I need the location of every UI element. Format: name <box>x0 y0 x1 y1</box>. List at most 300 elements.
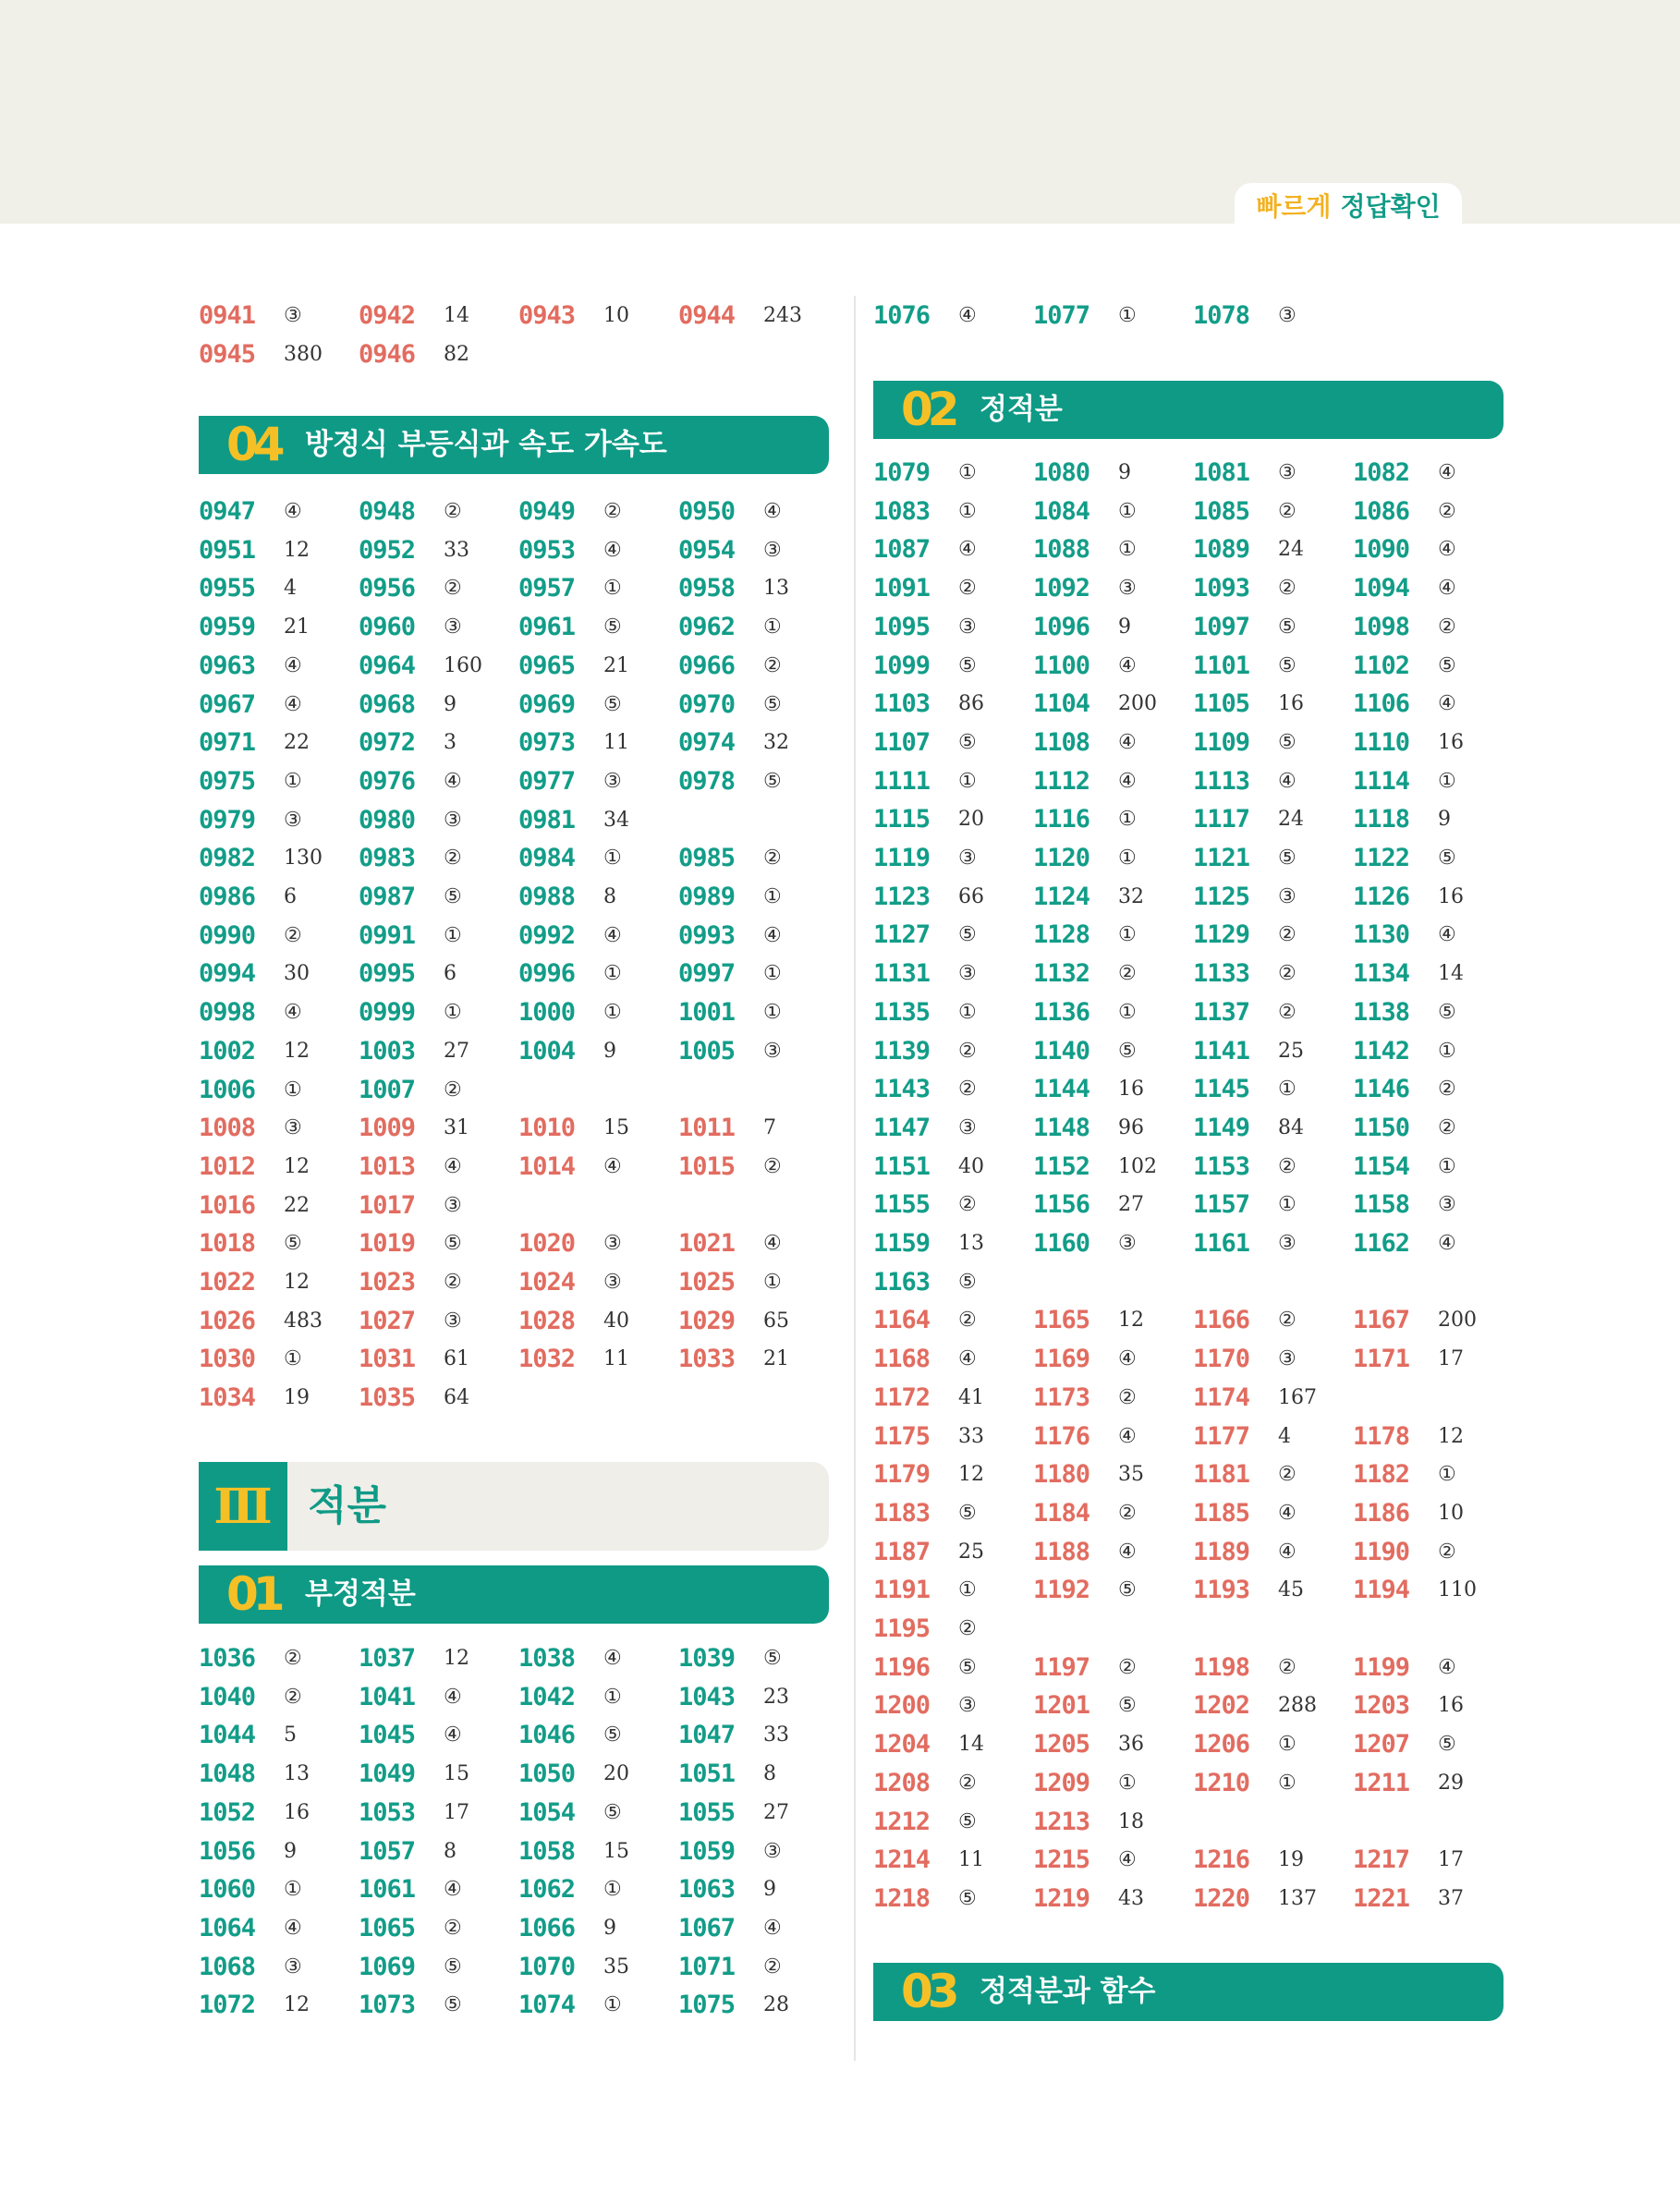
answer-cell <box>199 1379 358 1418</box>
problem-number: 1163 <box>873 1267 931 1297</box>
answer-value: ① <box>1118 1771 1137 1795</box>
answer-value: ⑤ <box>763 1647 782 1670</box>
problem-number: 1034 <box>199 1383 256 1413</box>
problem-number: 1202 <box>1193 1691 1250 1721</box>
answer-cell <box>1353 569 1512 608</box>
problem-number: 1150 <box>1353 1113 1410 1142</box>
answer-value: ② <box>1438 1078 1456 1102</box>
problem-number: 0986 <box>199 883 256 911</box>
answer-cell <box>1033 916 1192 955</box>
problem-number: 1046 <box>518 1721 576 1750</box>
answer-row <box>199 493 846 531</box>
answer-value: ③ <box>1278 304 1297 327</box>
answer-cell <box>359 1833 517 1871</box>
problem-number: 1020 <box>518 1229 576 1259</box>
answer-cell <box>518 1148 677 1187</box>
answer-cell <box>1193 1224 1352 1263</box>
answer-cell <box>359 531 517 570</box>
answer-value: ④ <box>284 500 302 523</box>
problem-number: 1107 <box>873 727 931 757</box>
problem-number: 1161 <box>1193 1229 1250 1258</box>
answer-cell <box>1193 685 1352 724</box>
problem-number: 1036 <box>199 1644 256 1673</box>
problem-number: 1064 <box>199 1913 256 1942</box>
answer-row <box>873 685 1520 724</box>
answer-value: 8 <box>444 1839 457 1863</box>
problem-number: 1164 <box>873 1306 931 1335</box>
answer-value: ③ <box>958 1115 977 1139</box>
answer-value: 17 <box>1438 1848 1464 1872</box>
answer-cell <box>1353 1841 1512 1880</box>
answer-value: ⑤ <box>284 1232 302 1256</box>
answer-value: ④ <box>1278 769 1297 793</box>
answer-row <box>199 1678 846 1717</box>
answer-value: ⑤ <box>444 1232 462 1256</box>
answer-cell <box>199 1263 358 1302</box>
answer-value: ⑤ <box>1278 615 1297 639</box>
answer-value: 15 <box>603 1839 629 1863</box>
problem-number: 1138 <box>1353 997 1410 1027</box>
answer-cell <box>1193 1070 1352 1109</box>
problem-number: 0957 <box>518 574 576 603</box>
answer-row <box>873 1263 1520 1302</box>
answer-value: 167 <box>1278 1385 1317 1409</box>
answer-value: 14 <box>444 304 469 327</box>
answer-row <box>873 916 1520 955</box>
answer-cell <box>1033 1109 1192 1148</box>
answer-cell <box>873 1494 1032 1533</box>
answer-value: ② <box>1278 1000 1297 1024</box>
answer-value: ③ <box>1278 1232 1297 1255</box>
answer-cell <box>873 1070 1032 1109</box>
answer-value: ② <box>603 500 622 523</box>
answer-value: 130 <box>284 846 323 871</box>
answer-row <box>199 1986 846 2025</box>
problem-number: 1089 <box>1193 535 1250 565</box>
answer-cell <box>1193 1455 1352 1494</box>
problem-number: 1048 <box>199 1760 256 1789</box>
answer-row <box>873 1301 1520 1340</box>
problem-number: 1207 <box>1353 1730 1410 1760</box>
answer-cell <box>1193 1186 1352 1224</box>
answer-value: ③ <box>958 1694 977 1718</box>
answer-row <box>873 647 1520 686</box>
answer-cell <box>873 1686 1032 1725</box>
problem-number: 1157 <box>1193 1190 1250 1220</box>
answer-cell <box>359 1794 517 1833</box>
answer-value: ③ <box>1278 884 1297 908</box>
answer-cell <box>873 1803 1032 1842</box>
answer-value: 31 <box>444 1116 469 1140</box>
answer-cell <box>1193 493 1352 531</box>
answer-value: 25 <box>958 1540 984 1564</box>
answer-cell <box>1353 1224 1512 1263</box>
answer-value: ① <box>958 1578 977 1602</box>
answer-cell <box>873 685 1032 724</box>
problem-number: 1104 <box>1033 689 1090 719</box>
problem-number: 1181 <box>1193 1460 1250 1490</box>
answer-cell <box>359 993 517 1032</box>
answer-value: ④ <box>603 1154 622 1178</box>
answer-cell <box>1033 800 1192 839</box>
answer-cell <box>873 1455 1032 1494</box>
answer-value: 17 <box>1438 1347 1464 1371</box>
section-header-02 <box>873 381 1503 439</box>
answer-row <box>199 569 846 608</box>
problem-number: 1197 <box>1033 1652 1090 1682</box>
problem-number: 0978 <box>678 766 736 796</box>
answer-value: ③ <box>284 808 302 832</box>
answer-row <box>199 1263 846 1302</box>
answer-row <box>873 1455 1520 1494</box>
problem-number: 1183 <box>873 1498 931 1528</box>
answer-value: 3 <box>444 731 457 755</box>
answer-cell <box>678 917 837 956</box>
answer-value: ④ <box>763 923 782 947</box>
problem-number: 1128 <box>1033 920 1090 950</box>
answer-row <box>199 993 846 1032</box>
answer-cell <box>199 1986 358 2025</box>
answer-value: 30 <box>284 962 310 986</box>
problem-number: 1216 <box>1193 1845 1250 1875</box>
answer-cell <box>199 801 358 840</box>
answer-value: ④ <box>284 1001 302 1025</box>
answer-row <box>873 1379 1520 1418</box>
answer-cell <box>1353 878 1512 917</box>
answer-cell <box>873 297 1032 335</box>
problem-number: 1063 <box>678 1875 736 1905</box>
answer-row <box>199 801 846 840</box>
answer-value: ② <box>444 1078 462 1102</box>
problem-number: 1053 <box>359 1797 416 1827</box>
problem-number: 1071 <box>678 1952 736 1981</box>
answer-value: ④ <box>1438 923 1456 947</box>
answer-row <box>873 1571 1520 1610</box>
problem-number: 1173 <box>1033 1382 1090 1412</box>
problem-number: 1061 <box>359 1875 416 1905</box>
answer-cell <box>518 1032 677 1071</box>
answer-value: 14 <box>958 1733 984 1757</box>
answer-cell <box>199 1187 358 1225</box>
problem-number: 1112 <box>1033 766 1090 796</box>
answer-value: ② <box>444 577 462 601</box>
problem-number: 1119 <box>873 844 931 872</box>
answer-row <box>873 1610 1520 1649</box>
answer-row <box>199 1755 846 1794</box>
answer-value: ② <box>1118 962 1137 986</box>
answer-value: 40 <box>603 1309 629 1333</box>
answer-cell <box>873 647 1032 686</box>
answer-cell <box>1193 1649 1352 1687</box>
problem-number: 1067 <box>678 1913 736 1942</box>
problem-number: 1006 <box>199 1075 256 1104</box>
problem-number: 0956 <box>359 574 416 603</box>
problem-number: 1084 <box>1033 496 1090 526</box>
problem-number: 1120 <box>1033 844 1090 872</box>
answer-cell <box>359 1909 517 1948</box>
problem-number: 1097 <box>1193 612 1250 641</box>
answer-cell <box>359 955 517 993</box>
problem-number: 1018 <box>199 1229 256 1259</box>
problem-number: 0942 <box>359 301 416 330</box>
problem-number: 0953 <box>518 535 576 565</box>
answer-value: 11 <box>603 1347 629 1371</box>
answer-row <box>873 724 1520 762</box>
problem-number: 1117 <box>1193 805 1250 834</box>
problem-number: 1115 <box>873 805 931 834</box>
problem-number: 0974 <box>678 728 736 758</box>
answer-row <box>199 955 846 993</box>
answer-cell <box>359 686 517 725</box>
problem-number: 1140 <box>1033 1036 1090 1065</box>
answer-value: ② <box>763 846 782 871</box>
problem-number: 1148 <box>1033 1113 1090 1142</box>
answer-value: 14 <box>1438 962 1464 986</box>
answer-value: 6 <box>284 885 297 908</box>
answer-cell <box>1353 993 1512 1032</box>
problem-number: 1088 <box>1033 535 1090 565</box>
problem-number: 1156 <box>1033 1190 1090 1220</box>
answer-value: 12 <box>284 1154 310 1178</box>
answer-value: 19 <box>284 1386 310 1410</box>
answer-row <box>873 1841 1520 1880</box>
answer-cell <box>518 1909 677 1948</box>
answer-value: 12 <box>958 1463 984 1487</box>
answer-value: ① <box>603 1993 622 2017</box>
answer-cell <box>1033 1686 1192 1725</box>
answer-cell <box>1353 1455 1512 1494</box>
problem-number: 1170 <box>1193 1345 1250 1374</box>
problem-number: 1055 <box>678 1797 736 1827</box>
answer-value: ⑤ <box>958 1809 977 1833</box>
answer-cell <box>359 1379 517 1418</box>
answer-row <box>199 1032 846 1071</box>
answer-cell <box>1033 1301 1192 1340</box>
answer-cell <box>873 1109 1032 1148</box>
answer-value: ① <box>603 1878 622 1902</box>
answer-value: ④ <box>444 1685 462 1709</box>
problem-number: 0987 <box>359 883 416 911</box>
problem-number: 1023 <box>359 1268 416 1297</box>
problem-number: 1205 <box>1033 1730 1090 1760</box>
answer-value: 82 <box>444 342 469 366</box>
answer-row <box>873 297 1520 335</box>
answer-value: ③ <box>763 1839 782 1863</box>
answer-value: ① <box>763 1001 782 1025</box>
answer-cell <box>1353 1494 1512 1533</box>
answer-row <box>199 1639 846 1678</box>
header-tab <box>1235 183 1462 227</box>
answer-cell <box>518 955 677 993</box>
answer-value: 13 <box>958 1232 984 1255</box>
answer-row <box>199 1833 846 1871</box>
section-title: 정적분 <box>980 393 1063 426</box>
answer-cell <box>1353 1340 1512 1379</box>
answer-value: ① <box>763 885 782 908</box>
problem-number: 1086 <box>1353 496 1410 526</box>
header-label-quick: 빠르게 <box>1256 191 1332 222</box>
answer-value: ④ <box>444 1878 462 1902</box>
answer-cell <box>1033 1070 1192 1109</box>
answer-value: ② <box>1118 1655 1137 1679</box>
problem-number: 1180 <box>1033 1460 1090 1490</box>
problem-number: 1125 <box>1193 882 1250 911</box>
answer-cell <box>1033 839 1192 878</box>
answer-value: ⑤ <box>1278 653 1297 677</box>
answer-value: ④ <box>763 500 782 523</box>
answer-value: ⑤ <box>958 1655 977 1679</box>
answer-cell <box>1353 724 1512 762</box>
answer-value: ③ <box>958 615 977 639</box>
problem-number: 1005 <box>678 1036 736 1065</box>
answer-cell <box>518 878 677 917</box>
answer-cell <box>518 1340 677 1379</box>
problem-number: 1096 <box>1033 612 1090 641</box>
answer-value: ⑤ <box>1438 846 1456 870</box>
answer-value: 41 <box>958 1385 984 1409</box>
answer-value: ④ <box>444 769 462 793</box>
answer-row <box>873 1649 1520 1687</box>
answer-cell <box>518 917 677 956</box>
problem-number: 1076 <box>873 301 931 330</box>
answer-cell <box>678 1986 837 2025</box>
problem-number: 1056 <box>199 1836 256 1866</box>
problem-number: 1168 <box>873 1345 931 1374</box>
problem-number: 1095 <box>873 612 931 641</box>
problem-number: 1114 <box>1353 766 1410 796</box>
problem-number: 1050 <box>518 1760 576 1789</box>
answer-value: 9 <box>1118 461 1131 484</box>
answer-value: ④ <box>1438 1655 1456 1679</box>
answer-cell <box>199 724 358 762</box>
answer-cell <box>1353 1186 1512 1224</box>
problem-number: 0982 <box>199 844 256 873</box>
problem-number: 1049 <box>359 1760 416 1789</box>
answer-cell <box>1353 762 1512 801</box>
answer-cell <box>873 1649 1032 1687</box>
problem-number: 0973 <box>518 728 576 758</box>
problem-number: 1060 <box>199 1875 256 1905</box>
answer-value: ④ <box>1118 1540 1137 1564</box>
answer-cell <box>359 1986 517 2025</box>
answer-value: 12 <box>284 538 310 562</box>
answer-value: ⑤ <box>444 885 462 908</box>
problem-number: 1106 <box>1353 689 1410 719</box>
problem-number: 1132 <box>1033 959 1090 989</box>
problem-number: 1069 <box>359 1952 416 1981</box>
answer-cell <box>359 1032 517 1071</box>
answer-row <box>873 955 1520 993</box>
answer-cell <box>873 955 1032 993</box>
answer-value: 102 <box>1118 1154 1157 1178</box>
answer-cell <box>1033 1533 1192 1572</box>
problem-number: 1135 <box>873 997 931 1027</box>
answer-value: ① <box>603 846 622 871</box>
problem-number: 1032 <box>518 1345 576 1374</box>
answer-value: ③ <box>958 846 977 870</box>
answer-value: ④ <box>1118 1347 1137 1371</box>
answer-value: ② <box>444 500 462 523</box>
answer-value: ⑤ <box>1118 1039 1137 1063</box>
answer-value: ⑤ <box>1278 846 1297 870</box>
answer-cell <box>1193 608 1352 647</box>
answer-value: ④ <box>1438 1232 1456 1255</box>
problem-number: 1182 <box>1353 1460 1410 1490</box>
answer-value: ⑤ <box>763 769 782 793</box>
answer-row <box>873 1494 1520 1533</box>
problem-number: 1146 <box>1353 1075 1410 1104</box>
answer-row <box>873 1686 1520 1725</box>
problem-number: 1155 <box>873 1190 931 1220</box>
answer-cell <box>1193 878 1352 917</box>
answer-cell <box>1353 1301 1512 1340</box>
problem-number: 1141 <box>1193 1036 1250 1065</box>
answer-value: ④ <box>1118 1424 1137 1448</box>
answer-cell <box>678 993 837 1032</box>
answer-value: ① <box>1118 1000 1137 1024</box>
answer-cell <box>1193 1841 1352 1880</box>
problem-number: 1154 <box>1353 1151 1410 1181</box>
answer-row <box>873 839 1520 878</box>
answer-cell <box>873 724 1032 762</box>
problem-number: 1190 <box>1353 1537 1410 1566</box>
answer-cell <box>199 531 358 570</box>
answer-cell <box>873 993 1032 1032</box>
answer-row <box>873 1803 1520 1842</box>
answer-value: ⑤ <box>763 692 782 716</box>
problem-number: 0983 <box>359 844 416 873</box>
answer-cell <box>1033 1841 1192 1880</box>
answer-value: ① <box>603 577 622 601</box>
answer-cell <box>199 608 358 647</box>
answer-cell <box>1033 297 1192 335</box>
answer-cell <box>518 1833 677 1871</box>
answer-cell <box>199 297 358 335</box>
answer-value: 200 <box>1438 1309 1477 1333</box>
answer-value: ⑤ <box>958 730 977 754</box>
answer-value: 64 <box>444 1386 469 1410</box>
answer-row <box>199 1302 846 1341</box>
answer-value: ③ <box>958 962 977 986</box>
answer-cell <box>1033 1186 1192 1224</box>
problem-number: 1210 <box>1193 1768 1250 1797</box>
problem-number: 1047 <box>678 1721 736 1750</box>
answer-value: ② <box>958 1617 977 1640</box>
problem-number: 0959 <box>199 613 256 642</box>
answer-cell <box>678 647 837 686</box>
answer-cell <box>1353 530 1512 569</box>
answer-value: ① <box>1278 1733 1297 1757</box>
answer-cell <box>1193 1880 1352 1918</box>
problem-number: 1174 <box>1193 1382 1250 1412</box>
answer-cell <box>359 762 517 801</box>
answer-cell <box>678 878 837 917</box>
answer-cell <box>873 1148 1032 1187</box>
answer-value: ① <box>603 962 622 986</box>
answer-value: ③ <box>284 1954 302 1979</box>
answer-cell <box>678 1833 837 1871</box>
answer-cell <box>1193 1494 1352 1533</box>
answer-value: ③ <box>603 1232 622 1256</box>
answer-value: ② <box>958 1309 977 1333</box>
answer-value: ③ <box>763 538 782 562</box>
answer-row <box>873 1764 1520 1803</box>
answer-cell <box>359 1109 517 1148</box>
answer-value: 243 <box>763 304 802 327</box>
answer-row <box>199 724 846 762</box>
problem-number: 1102 <box>1353 651 1410 680</box>
answer-value: 6 <box>444 962 457 986</box>
